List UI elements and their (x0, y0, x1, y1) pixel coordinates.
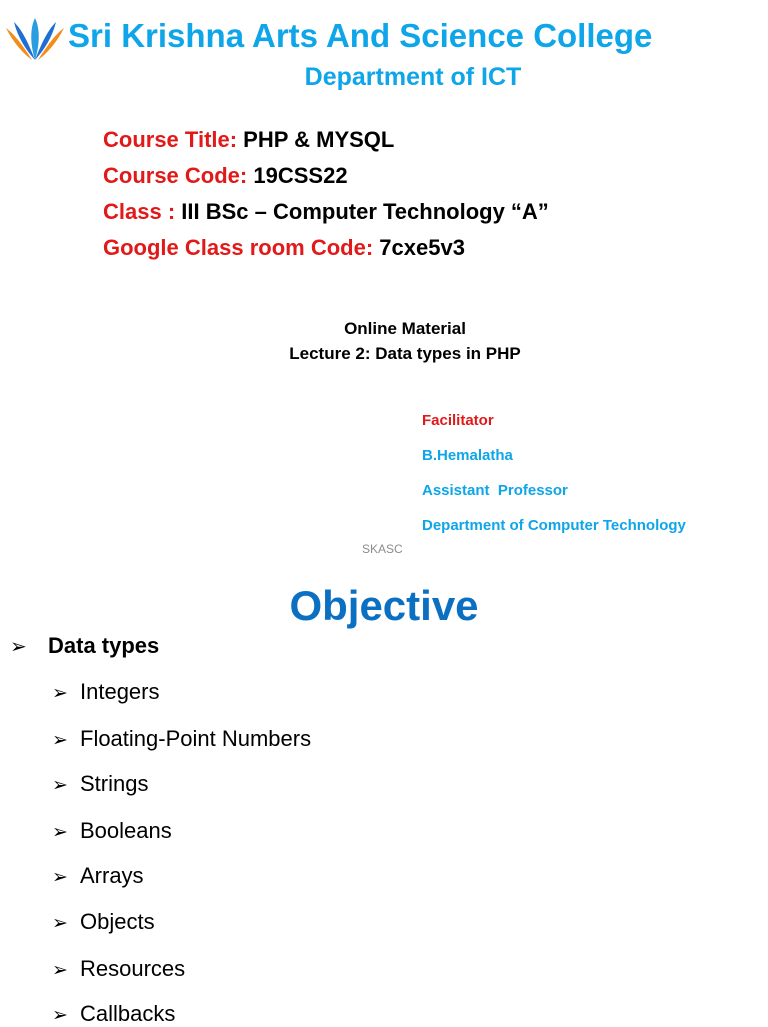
course-code-row (103, 163, 348, 189)
arrow-bullet-icon: ➢ (52, 1005, 68, 1026)
course-code-value: 19CSS22 (253, 163, 348, 188)
arrow-bullet-icon: ➢ (52, 775, 68, 796)
course-title-label: Course Title: (103, 127, 238, 152)
arrow-bullet-icon: ➢ (10, 636, 27, 658)
list-item-label: Resources (80, 956, 186, 981)
facilitator-designation: Assistant Professor (422, 482, 568, 499)
list-item (52, 863, 144, 889)
list-item (52, 1001, 175, 1027)
classroom-code-label: Google Class room Code: (103, 235, 374, 260)
arrow-bullet-icon: ➢ (52, 913, 68, 934)
classroom-code-row (103, 235, 465, 261)
list-item (52, 818, 172, 844)
arrow-bullet-icon: ➢ (52, 730, 68, 751)
list-item-label: Strings (80, 771, 149, 796)
list-item (52, 771, 148, 797)
list-item-label: Integers (80, 679, 160, 704)
list-item-label: Arrays (80, 863, 144, 888)
classroom-code-value: 7cxe5v3 (379, 235, 465, 260)
course-code-label: Course Code: (103, 163, 248, 188)
college-name: Sri Krishna Arts And Science College (68, 17, 653, 54)
facilitator-name: B.Hemalatha (422, 447, 513, 464)
objective-title: Objective (289, 582, 479, 629)
list-item (52, 909, 155, 935)
lecture-title: Lecture 2: Data types in PHP (289, 344, 521, 363)
list-item (52, 726, 311, 752)
course-title-row (103, 127, 394, 153)
department-title: Department of ICT (304, 63, 522, 91)
college-logo-icon (4, 14, 66, 64)
main-bullet-label: Data types (48, 633, 160, 658)
arrow-bullet-icon: ➢ (52, 960, 68, 981)
list-item-label: Booleans (80, 818, 172, 843)
course-title-value: PHP & MYSQL (237, 127, 395, 152)
online-material-label: Online Material (344, 319, 466, 338)
footer-label: SKASC (362, 542, 403, 556)
arrow-bullet-icon: ➢ (52, 822, 68, 843)
class-row (103, 199, 549, 225)
list-item-label: Floating-Point Numbers (80, 726, 312, 751)
facilitator-heading: Facilitator (422, 412, 494, 429)
list-item-label: Callbacks (80, 1001, 176, 1026)
list-item (52, 956, 185, 982)
list-item-label: Objects (80, 909, 155, 934)
list-item (52, 679, 160, 705)
arrow-bullet-icon: ➢ (52, 683, 68, 704)
main-bullet (10, 633, 159, 659)
class-value: III BSc – Computer Technology “A” (181, 199, 549, 224)
class-label: Class : (103, 199, 176, 224)
arrow-bullet-icon: ➢ (52, 867, 68, 888)
facilitator-department: Department of Computer Technology (422, 517, 686, 534)
